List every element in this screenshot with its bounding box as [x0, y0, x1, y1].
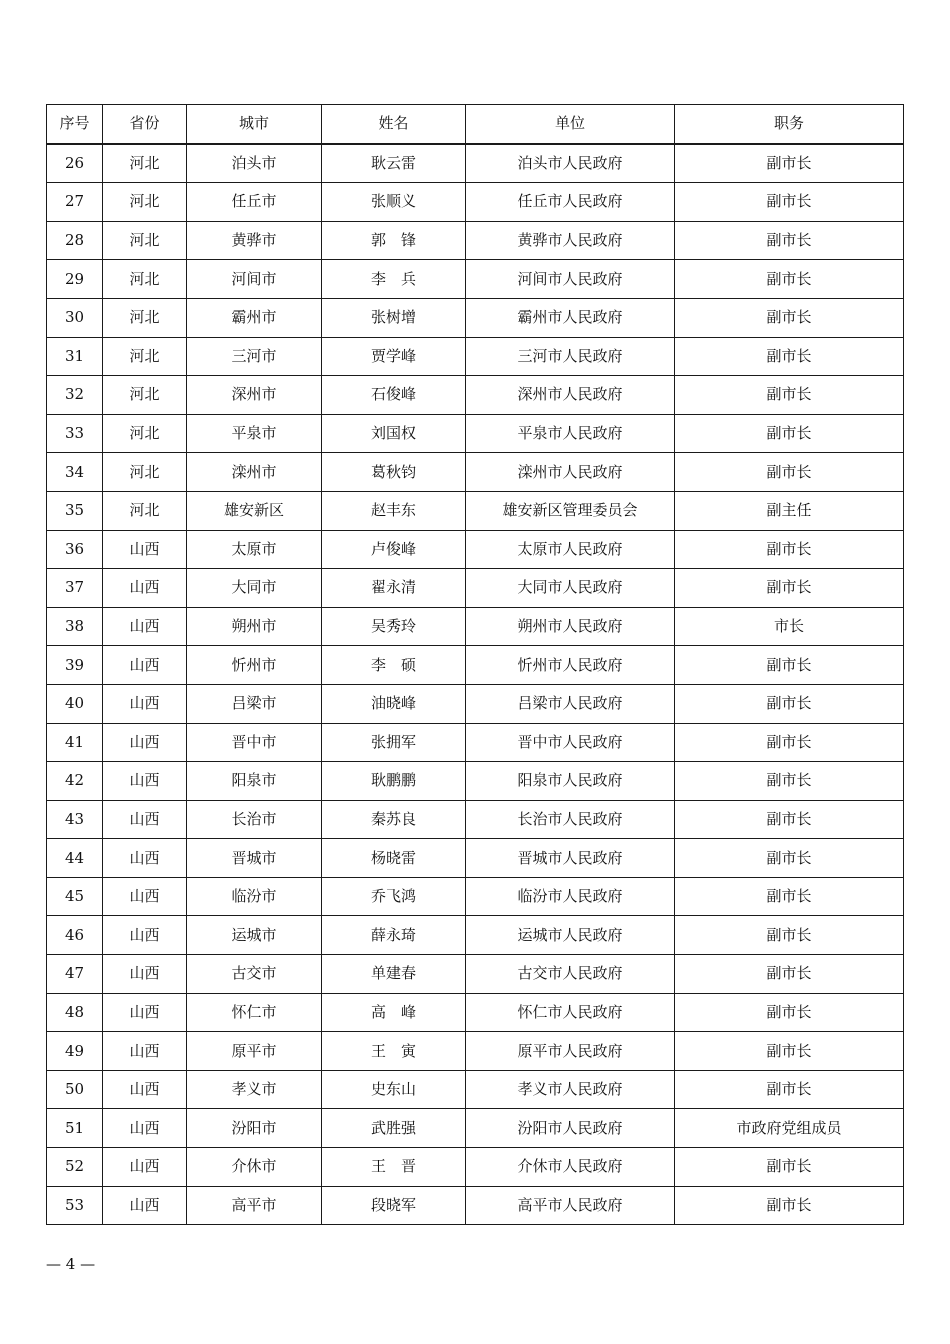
table-row	[47, 530, 904, 569]
cell-province: 山西	[103, 800, 187, 839]
cell-index: 41	[47, 723, 103, 762]
cell-unit: 临汾市人民政府	[466, 877, 675, 916]
cell-position: 副市长	[675, 646, 904, 685]
cell-unit: 高平市人民政府	[466, 1186, 675, 1225]
cell-position: 副市长	[675, 414, 904, 453]
cell-province: 山西	[103, 1186, 187, 1225]
cell-name: 杨晓雷	[322, 839, 466, 878]
cell-city: 孝义市	[187, 1070, 322, 1109]
cell-name: 李 兵	[322, 260, 466, 299]
page-number: — 4 —	[46, 1255, 96, 1273]
cell-city: 霸州市	[187, 298, 322, 337]
cell-unit: 大同市人民政府	[466, 569, 675, 608]
cell-name: 史东山	[322, 1070, 466, 1109]
cell-province: 山西	[103, 1109, 187, 1148]
cell-city: 深州市	[187, 376, 322, 415]
cell-index: 48	[47, 993, 103, 1032]
header-name: 姓名	[322, 105, 466, 144]
cell-city: 朔州市	[187, 607, 322, 646]
cell-province: 山西	[103, 1070, 187, 1109]
cell-name: 吴秀玲	[322, 607, 466, 646]
cell-name: 秦苏良	[322, 800, 466, 839]
cell-city: 任丘市	[187, 183, 322, 222]
cell-city: 吕梁市	[187, 684, 322, 723]
cell-city: 河间市	[187, 260, 322, 299]
cell-index: 29	[47, 260, 103, 299]
cell-province: 山西	[103, 569, 187, 608]
cell-province: 河北	[103, 453, 187, 492]
cell-index: 31	[47, 337, 103, 376]
cell-index: 26	[47, 144, 103, 183]
cell-name: 张拥军	[322, 723, 466, 762]
cell-name: 张顺义	[322, 183, 466, 222]
cell-index: 49	[47, 1032, 103, 1071]
cell-index: 44	[47, 839, 103, 878]
cell-position: 副市长	[675, 183, 904, 222]
table-row	[47, 183, 904, 222]
cell-city: 长治市	[187, 800, 322, 839]
cell-unit: 运城市人民政府	[466, 916, 675, 955]
table-header-row	[47, 105, 904, 144]
cell-province: 河北	[103, 298, 187, 337]
header-city: 城市	[187, 105, 322, 144]
header-position: 职务	[675, 105, 904, 144]
cell-province: 山西	[103, 762, 187, 801]
cell-name: 段晓军	[322, 1186, 466, 1225]
table-row	[47, 877, 904, 916]
cell-name: 张树增	[322, 298, 466, 337]
cell-position: 副市长	[675, 260, 904, 299]
cell-unit: 忻州市人民政府	[466, 646, 675, 685]
roster-table	[46, 104, 904, 1225]
cell-name: 卢俊峰	[322, 530, 466, 569]
cell-index: 35	[47, 491, 103, 530]
cell-city: 怀仁市	[187, 993, 322, 1032]
cell-unit: 介休市人民政府	[466, 1148, 675, 1187]
cell-name: 郭 锋	[322, 221, 466, 260]
cell-city: 临汾市	[187, 877, 322, 916]
table-row	[47, 839, 904, 878]
table-body	[47, 144, 904, 1225]
cell-index: 47	[47, 955, 103, 994]
cell-position: 副市长	[675, 1032, 904, 1071]
cell-index: 32	[47, 376, 103, 415]
cell-position: 副市长	[675, 1186, 904, 1225]
cell-index: 51	[47, 1109, 103, 1148]
cell-city: 泊头市	[187, 144, 322, 183]
cell-city: 忻州市	[187, 646, 322, 685]
cell-province: 河北	[103, 183, 187, 222]
cell-position: 副市长	[675, 839, 904, 878]
cell-index: 27	[47, 183, 103, 222]
cell-unit: 黄骅市人民政府	[466, 221, 675, 260]
table-row	[47, 646, 904, 685]
cell-index: 50	[47, 1070, 103, 1109]
cell-name: 翟永清	[322, 569, 466, 608]
cell-index: 33	[47, 414, 103, 453]
cell-index: 39	[47, 646, 103, 685]
cell-city: 阳泉市	[187, 762, 322, 801]
cell-name: 李 硕	[322, 646, 466, 685]
cell-city: 古交市	[187, 955, 322, 994]
cell-position: 副市长	[675, 916, 904, 955]
cell-name: 高 峰	[322, 993, 466, 1032]
cell-unit: 太原市人民政府	[466, 530, 675, 569]
cell-province: 山西	[103, 877, 187, 916]
cell-name: 油晓峰	[322, 684, 466, 723]
cell-unit: 朔州市人民政府	[466, 607, 675, 646]
cell-index: 36	[47, 530, 103, 569]
table-row	[47, 800, 904, 839]
table-row	[47, 453, 904, 492]
table-row	[47, 684, 904, 723]
cell-name: 王 寅	[322, 1032, 466, 1071]
cell-name: 武胜强	[322, 1109, 466, 1148]
table-row	[47, 144, 904, 183]
cell-city: 三河市	[187, 337, 322, 376]
cell-position: 市政府党组成员	[675, 1109, 904, 1148]
cell-province: 河北	[103, 221, 187, 260]
cell-city: 雄安新区	[187, 491, 322, 530]
cell-index: 34	[47, 453, 103, 492]
cell-city: 平泉市	[187, 414, 322, 453]
cell-name: 耿鹏鹏	[322, 762, 466, 801]
cell-position: 市长	[675, 607, 904, 646]
cell-position: 副市长	[675, 569, 904, 608]
cell-name: 耿云雷	[322, 144, 466, 183]
table-row	[47, 762, 904, 801]
cell-name: 刘国权	[322, 414, 466, 453]
cell-province: 河北	[103, 414, 187, 453]
cell-unit: 泊头市人民政府	[466, 144, 675, 183]
cell-index: 52	[47, 1148, 103, 1187]
cell-index: 37	[47, 569, 103, 608]
cell-position: 副市长	[675, 144, 904, 183]
cell-index: 53	[47, 1186, 103, 1225]
cell-index: 28	[47, 221, 103, 260]
table-row	[47, 337, 904, 376]
cell-position: 副市长	[675, 723, 904, 762]
cell-name: 乔飞鸿	[322, 877, 466, 916]
cell-unit: 阳泉市人民政府	[466, 762, 675, 801]
cell-index: 45	[47, 877, 103, 916]
cell-city: 运城市	[187, 916, 322, 955]
cell-position: 副市长	[675, 800, 904, 839]
cell-unit: 原平市人民政府	[466, 1032, 675, 1071]
cell-city: 滦州市	[187, 453, 322, 492]
cell-index: 38	[47, 607, 103, 646]
cell-index: 43	[47, 800, 103, 839]
cell-unit: 晋中市人民政府	[466, 723, 675, 762]
cell-position: 副市长	[675, 453, 904, 492]
cell-index: 30	[47, 298, 103, 337]
cell-position: 副市长	[675, 877, 904, 916]
cell-position: 副市长	[675, 337, 904, 376]
cell-unit: 平泉市人民政府	[466, 414, 675, 453]
cell-position: 副市长	[675, 684, 904, 723]
cell-province: 河北	[103, 337, 187, 376]
table-row	[47, 1109, 904, 1148]
cell-name: 王 晋	[322, 1148, 466, 1187]
cell-province: 山西	[103, 993, 187, 1032]
cell-province: 山西	[103, 684, 187, 723]
cell-province: 山西	[103, 646, 187, 685]
cell-position: 副市长	[675, 376, 904, 415]
cell-unit: 三河市人民政府	[466, 337, 675, 376]
table-row	[47, 260, 904, 299]
table-row	[47, 221, 904, 260]
cell-unit: 古交市人民政府	[466, 955, 675, 994]
cell-unit: 孝义市人民政府	[466, 1070, 675, 1109]
cell-province: 山西	[103, 839, 187, 878]
cell-index: 46	[47, 916, 103, 955]
cell-unit: 深州市人民政府	[466, 376, 675, 415]
cell-name: 赵丰东	[322, 491, 466, 530]
cell-unit: 滦州市人民政府	[466, 453, 675, 492]
cell-province: 河北	[103, 491, 187, 530]
cell-name: 石俊峰	[322, 376, 466, 415]
cell-city: 晋城市	[187, 839, 322, 878]
table-row	[47, 414, 904, 453]
header-unit: 单位	[466, 105, 675, 144]
table-row	[47, 298, 904, 337]
table-row	[47, 569, 904, 608]
table-row	[47, 607, 904, 646]
cell-position: 副市长	[675, 530, 904, 569]
cell-position: 副市长	[675, 1148, 904, 1187]
cell-position: 副主任	[675, 491, 904, 530]
cell-name: 薛永琦	[322, 916, 466, 955]
cell-province: 山西	[103, 530, 187, 569]
table-row	[47, 491, 904, 530]
cell-position: 副市长	[675, 298, 904, 337]
cell-city: 大同市	[187, 569, 322, 608]
cell-province: 山西	[103, 916, 187, 955]
cell-city: 高平市	[187, 1186, 322, 1225]
table-row	[47, 376, 904, 415]
header-province: 省份	[103, 105, 187, 144]
cell-unit: 雄安新区管理委员会	[466, 491, 675, 530]
cell-city: 黄骅市	[187, 221, 322, 260]
cell-position: 副市长	[675, 993, 904, 1032]
table-row	[47, 1186, 904, 1225]
cell-name: 单建春	[322, 955, 466, 994]
cell-unit: 长治市人民政府	[466, 800, 675, 839]
cell-position: 副市长	[675, 1070, 904, 1109]
cell-province: 河北	[103, 376, 187, 415]
table-row	[47, 723, 904, 762]
cell-unit: 晋城市人民政府	[466, 839, 675, 878]
cell-city: 汾阳市	[187, 1109, 322, 1148]
cell-position: 副市长	[675, 221, 904, 260]
cell-city: 太原市	[187, 530, 322, 569]
cell-position: 副市长	[675, 955, 904, 994]
cell-name: 贾学峰	[322, 337, 466, 376]
cell-unit: 汾阳市人民政府	[466, 1109, 675, 1148]
cell-province: 河北	[103, 260, 187, 299]
table-row	[47, 916, 904, 955]
cell-position: 副市长	[675, 762, 904, 801]
cell-unit: 霸州市人民政府	[466, 298, 675, 337]
cell-unit: 怀仁市人民政府	[466, 993, 675, 1032]
cell-city: 介休市	[187, 1148, 322, 1187]
cell-province: 山西	[103, 955, 187, 994]
cell-province: 山西	[103, 607, 187, 646]
table-row	[47, 1148, 904, 1187]
table-row	[47, 1070, 904, 1109]
cell-unit: 任丘市人民政府	[466, 183, 675, 222]
cell-index: 42	[47, 762, 103, 801]
header-index: 序号	[47, 105, 103, 144]
table-row	[47, 955, 904, 994]
cell-city: 原平市	[187, 1032, 322, 1071]
cell-unit: 吕梁市人民政府	[466, 684, 675, 723]
cell-province: 山西	[103, 1148, 187, 1187]
cell-province: 河北	[103, 144, 187, 183]
cell-index: 40	[47, 684, 103, 723]
cell-city: 晋中市	[187, 723, 322, 762]
cell-unit: 河间市人民政府	[466, 260, 675, 299]
cell-province: 山西	[103, 1032, 187, 1071]
cell-name: 葛秋钧	[322, 453, 466, 492]
table-row	[47, 993, 904, 1032]
table-row	[47, 1032, 904, 1071]
cell-province: 山西	[103, 723, 187, 762]
